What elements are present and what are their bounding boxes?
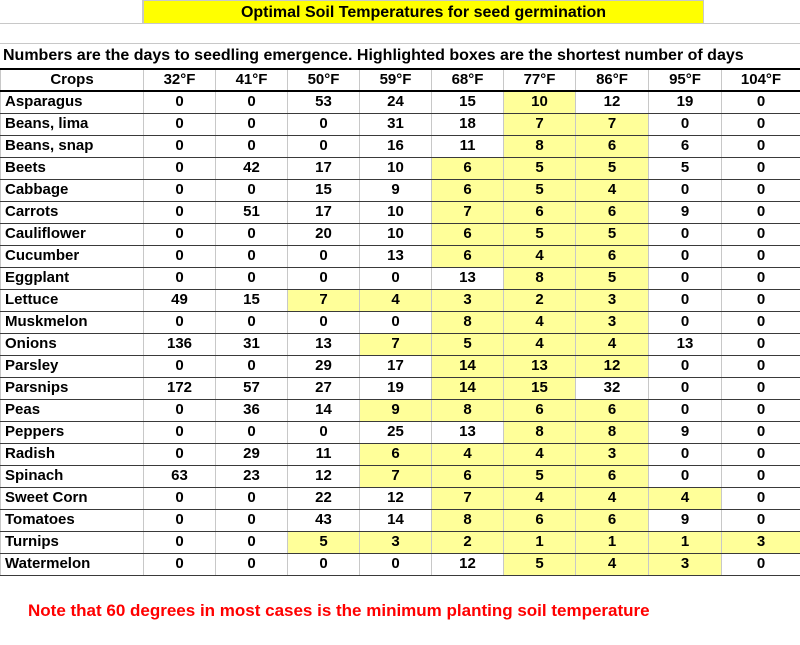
day-value-cell: 7 [576,113,649,135]
day-value-cell: 5 [504,553,576,575]
table-row [1,289,800,311]
day-value-cell: 42 [216,157,288,179]
crop-name: Onions [1,333,144,355]
day-value-cell: 5 [576,267,649,289]
day-value-cell: 19 [649,91,722,113]
table-row [1,267,800,289]
day-value-cell: 0 [360,311,432,333]
day-value-cell: 36 [216,399,288,421]
day-value-cell: 13 [649,333,722,355]
table-row [1,487,800,509]
day-value-cell: 9 [649,201,722,223]
day-value-cell: 3 [576,443,649,465]
table-row [1,245,800,267]
crop-name: Carrots [1,201,144,223]
day-value-cell: 0 [144,245,216,267]
day-value-cell: 3 [576,289,649,311]
day-value-cell: 0 [288,553,360,575]
day-value-cell: 0 [722,245,800,267]
day-value-cell: 6 [576,465,649,487]
day-value-cell: 14 [360,509,432,531]
day-value-cell: 5 [432,333,504,355]
day-value-cell: 0 [144,443,216,465]
day-value-cell: 0 [144,179,216,201]
day-value-cell: 12 [576,91,649,113]
table-row [1,377,800,399]
crop-name: Watermelon [1,553,144,575]
crop-name: Asparagus [1,91,144,113]
table-row [1,443,800,465]
day-value-cell: 7 [504,113,576,135]
day-value-cell: 12 [576,355,649,377]
empty-cell [0,0,143,24]
day-value-cell: 14 [432,355,504,377]
day-value-cell: 4 [432,443,504,465]
day-value-cell: 4 [649,487,722,509]
day-value-cell: 0 [649,223,722,245]
day-value-cell: 6 [504,509,576,531]
crop-name: Parsley [1,355,144,377]
day-value-cell: 4 [576,333,649,355]
day-value-cell: 0 [722,399,800,421]
header-row [1,69,800,91]
day-value-cell: 4 [504,487,576,509]
subtitle: Numbers are the days to seedling emergence. Highlighted boxes are the shortest number of days [3,47,744,64]
day-value-cell: 5 [576,223,649,245]
day-value-cell: 6 [360,443,432,465]
day-value-cell: 6 [432,223,504,245]
day-value-cell: 0 [722,355,800,377]
day-value-cell: 53 [288,91,360,113]
crop-name: Lettuce [1,289,144,311]
column-header: 59°F [360,69,432,91]
table-row [1,201,800,223]
day-value-cell: 49 [144,289,216,311]
day-value-cell: 8 [432,399,504,421]
day-value-cell: 1 [576,531,649,553]
day-value-cell: 27 [288,377,360,399]
day-value-cell: 5 [504,223,576,245]
day-value-cell: 5 [504,465,576,487]
day-value-cell: 14 [288,399,360,421]
day-value-cell: 9 [360,179,432,201]
day-value-cell: 13 [504,355,576,377]
table-row [1,113,800,135]
day-value-cell: 3 [576,311,649,333]
day-value-cell: 0 [722,179,800,201]
day-value-cell: 6 [576,245,649,267]
day-value-cell: 0 [144,223,216,245]
day-value-cell: 13 [432,267,504,289]
day-value-cell: 0 [216,267,288,289]
day-value-cell: 8 [432,311,504,333]
day-value-cell: 0 [216,113,288,135]
column-header: 86°F [576,69,649,91]
day-value-cell: 22 [288,487,360,509]
day-value-cell: 3 [432,289,504,311]
crop-name: Beans, snap [1,135,144,157]
day-value-cell: 0 [649,113,722,135]
day-value-cell: 13 [432,421,504,443]
day-value-cell: 0 [288,267,360,289]
day-value-cell: 0 [144,399,216,421]
table-row [1,333,800,355]
day-value-cell: 19 [360,377,432,399]
crop-name: Parsnips [1,377,144,399]
day-value-cell: 0 [722,289,800,311]
day-value-cell: 7 [360,333,432,355]
day-value-cell: 24 [360,91,432,113]
day-value-cell: 11 [432,135,504,157]
day-value-cell: 0 [649,267,722,289]
day-value-cell: 17 [360,355,432,377]
crop-name: Cucumber [1,245,144,267]
day-value-cell: 0 [722,509,800,531]
day-value-cell: 0 [649,465,722,487]
day-value-cell: 9 [360,399,432,421]
day-value-cell: 18 [432,113,504,135]
crop-name: Cauliflower [1,223,144,245]
day-value-cell: 51 [216,201,288,223]
day-value-cell: 0 [722,157,800,179]
crop-name: Radish [1,443,144,465]
day-value-cell: 20 [288,223,360,245]
day-value-cell: 0 [216,553,288,575]
day-value-cell: 29 [288,355,360,377]
germination-table [0,68,800,576]
day-value-cell: 15 [216,289,288,311]
day-value-cell: 17 [288,201,360,223]
day-value-cell: 0 [288,311,360,333]
day-value-cell: 5 [649,157,722,179]
day-value-cell: 4 [504,245,576,267]
day-value-cell: 13 [360,245,432,267]
day-value-cell: 6 [576,399,649,421]
table-row [1,531,800,553]
table-row [1,465,800,487]
day-value-cell: 6 [504,399,576,421]
day-value-cell: 0 [144,509,216,531]
day-value-cell: 172 [144,377,216,399]
day-value-cell: 0 [144,355,216,377]
day-value-cell: 10 [360,157,432,179]
day-value-cell: 7 [288,289,360,311]
day-value-cell: 0 [144,487,216,509]
day-value-cell: 2 [504,289,576,311]
day-value-cell: 5 [504,179,576,201]
day-value-cell: 0 [216,311,288,333]
day-value-cell: 0 [216,421,288,443]
day-value-cell: 63 [144,465,216,487]
table-row [1,399,800,421]
day-value-cell: 0 [722,113,800,135]
day-value-cell: 15 [432,91,504,113]
day-value-cell: 6 [504,201,576,223]
crop-name: Sweet Corn [1,487,144,509]
day-value-cell: 0 [722,553,800,575]
day-value-cell: 0 [216,245,288,267]
table-row [1,91,800,113]
column-header: 104°F [722,69,800,91]
day-value-cell: 0 [144,553,216,575]
table-row [1,157,800,179]
day-value-cell: 0 [649,179,722,201]
table-row [1,553,800,575]
day-value-cell: 11 [288,443,360,465]
table-row [1,135,800,157]
day-value-cell: 0 [649,311,722,333]
day-value-cell: 0 [722,201,800,223]
day-value-cell: 5 [288,531,360,553]
crop-name: Tomatoes [1,509,144,531]
day-value-cell: 0 [144,113,216,135]
day-value-cell: 12 [432,553,504,575]
table-row [1,179,800,201]
table-row [1,311,800,333]
day-value-cell: 8 [504,267,576,289]
table-row [1,355,800,377]
crop-name: Muskmelon [1,311,144,333]
page-title: Optimal Soil Temperatures for seed germination [143,0,704,24]
day-value-cell: 4 [576,553,649,575]
day-value-cell: 57 [216,377,288,399]
day-value-cell: 10 [504,91,576,113]
day-value-cell: 0 [288,135,360,157]
crop-name: Beets [1,157,144,179]
day-value-cell: 7 [432,201,504,223]
day-value-cell: 0 [216,509,288,531]
day-value-cell: 0 [144,157,216,179]
day-value-cell: 4 [360,289,432,311]
day-value-cell: 10 [360,223,432,245]
day-value-cell: 3 [360,531,432,553]
day-value-cell: 0 [722,465,800,487]
crop-name: Turnips [1,531,144,553]
day-value-cell: 4 [576,179,649,201]
crop-name: Eggplant [1,267,144,289]
day-value-cell: 0 [722,223,800,245]
day-value-cell: 8 [504,135,576,157]
column-header: 68°F [432,69,504,91]
day-value-cell: 8 [432,509,504,531]
day-value-cell: 6 [432,179,504,201]
day-value-cell: 6 [576,509,649,531]
day-value-cell: 4 [504,311,576,333]
day-value-cell: 31 [360,113,432,135]
day-value-cell: 43 [288,509,360,531]
day-value-cell: 6 [649,135,722,157]
day-value-cell: 0 [144,135,216,157]
day-value-cell: 6 [576,135,649,157]
footnote: Note that 60 degrees in most cases is the minimum planting soil temperature [28,601,650,620]
day-value-cell: 0 [144,421,216,443]
day-value-cell: 6 [432,245,504,267]
day-value-cell: 4 [504,333,576,355]
column-header: 32°F [144,69,216,91]
day-value-cell: 8 [576,421,649,443]
day-value-cell: 9 [649,509,722,531]
day-value-cell: 31 [216,333,288,355]
day-value-cell: 6 [576,201,649,223]
day-value-cell: 0 [722,377,800,399]
day-value-cell: 0 [649,289,722,311]
day-value-cell: 15 [504,377,576,399]
day-value-cell: 14 [432,377,504,399]
day-value-cell: 0 [144,201,216,223]
day-value-cell: 136 [144,333,216,355]
day-value-cell: 0 [722,487,800,509]
day-value-cell: 0 [216,223,288,245]
crop-name: Peppers [1,421,144,443]
day-value-cell: 0 [288,245,360,267]
day-value-cell: 32 [576,377,649,399]
day-value-cell: 0 [144,311,216,333]
day-value-cell: 0 [649,443,722,465]
day-value-cell: 5 [576,157,649,179]
day-value-cell: 10 [360,201,432,223]
day-value-cell: 0 [144,91,216,113]
crop-name: Beans, lima [1,113,144,135]
day-value-cell: 0 [722,443,800,465]
day-value-cell: 0 [722,333,800,355]
day-value-cell: 0 [360,267,432,289]
day-value-cell: 0 [216,91,288,113]
day-value-cell: 16 [360,135,432,157]
day-value-cell: 25 [360,421,432,443]
day-value-cell: 0 [722,267,800,289]
day-value-cell: 0 [216,135,288,157]
day-value-cell: 0 [216,355,288,377]
day-value-cell: 4 [576,487,649,509]
day-value-cell: 12 [360,487,432,509]
day-value-cell: 0 [360,553,432,575]
blank-row [0,24,800,44]
day-value-cell: 17 [288,157,360,179]
day-value-cell: 13 [288,333,360,355]
day-value-cell: 0 [144,531,216,553]
day-value-cell: 5 [504,157,576,179]
day-value-cell: 29 [216,443,288,465]
day-value-cell: 0 [722,421,800,443]
day-value-cell: 0 [288,421,360,443]
day-value-cell: 4 [504,443,576,465]
day-value-cell: 0 [722,91,800,113]
day-value-cell: 1 [504,531,576,553]
column-header: 77°F [504,69,576,91]
table-body [1,91,800,575]
day-value-cell: 7 [432,487,504,509]
day-value-cell: 1 [649,531,722,553]
column-header: Crops [1,69,144,91]
day-value-cell: 0 [216,487,288,509]
day-value-cell: 3 [649,553,722,575]
day-value-cell: 6 [432,157,504,179]
day-value-cell: 0 [649,245,722,267]
day-value-cell: 0 [288,113,360,135]
day-value-cell: 9 [649,421,722,443]
crop-name: Cabbage [1,179,144,201]
day-value-cell: 12 [288,465,360,487]
crop-name: Peas [1,399,144,421]
column-header: 95°F [649,69,722,91]
day-value-cell: 0 [216,179,288,201]
table-row [1,223,800,245]
empty-cell [704,0,800,24]
day-value-cell: 0 [649,399,722,421]
day-value-cell: 23 [216,465,288,487]
day-value-cell: 3 [722,531,800,553]
day-value-cell: 8 [504,421,576,443]
day-value-cell: 0 [722,311,800,333]
day-value-cell: 0 [722,135,800,157]
table-row [1,421,800,443]
crop-name: Spinach [1,465,144,487]
table-row [1,509,800,531]
day-value-cell: 0 [649,355,722,377]
day-value-cell: 2 [432,531,504,553]
column-header: 41°F [216,69,288,91]
day-value-cell: 0 [216,531,288,553]
day-value-cell: 6 [432,465,504,487]
day-value-cell: 7 [360,465,432,487]
day-value-cell: 0 [649,377,722,399]
day-value-cell: 15 [288,179,360,201]
day-value-cell: 0 [144,267,216,289]
column-header: 50°F [288,69,360,91]
